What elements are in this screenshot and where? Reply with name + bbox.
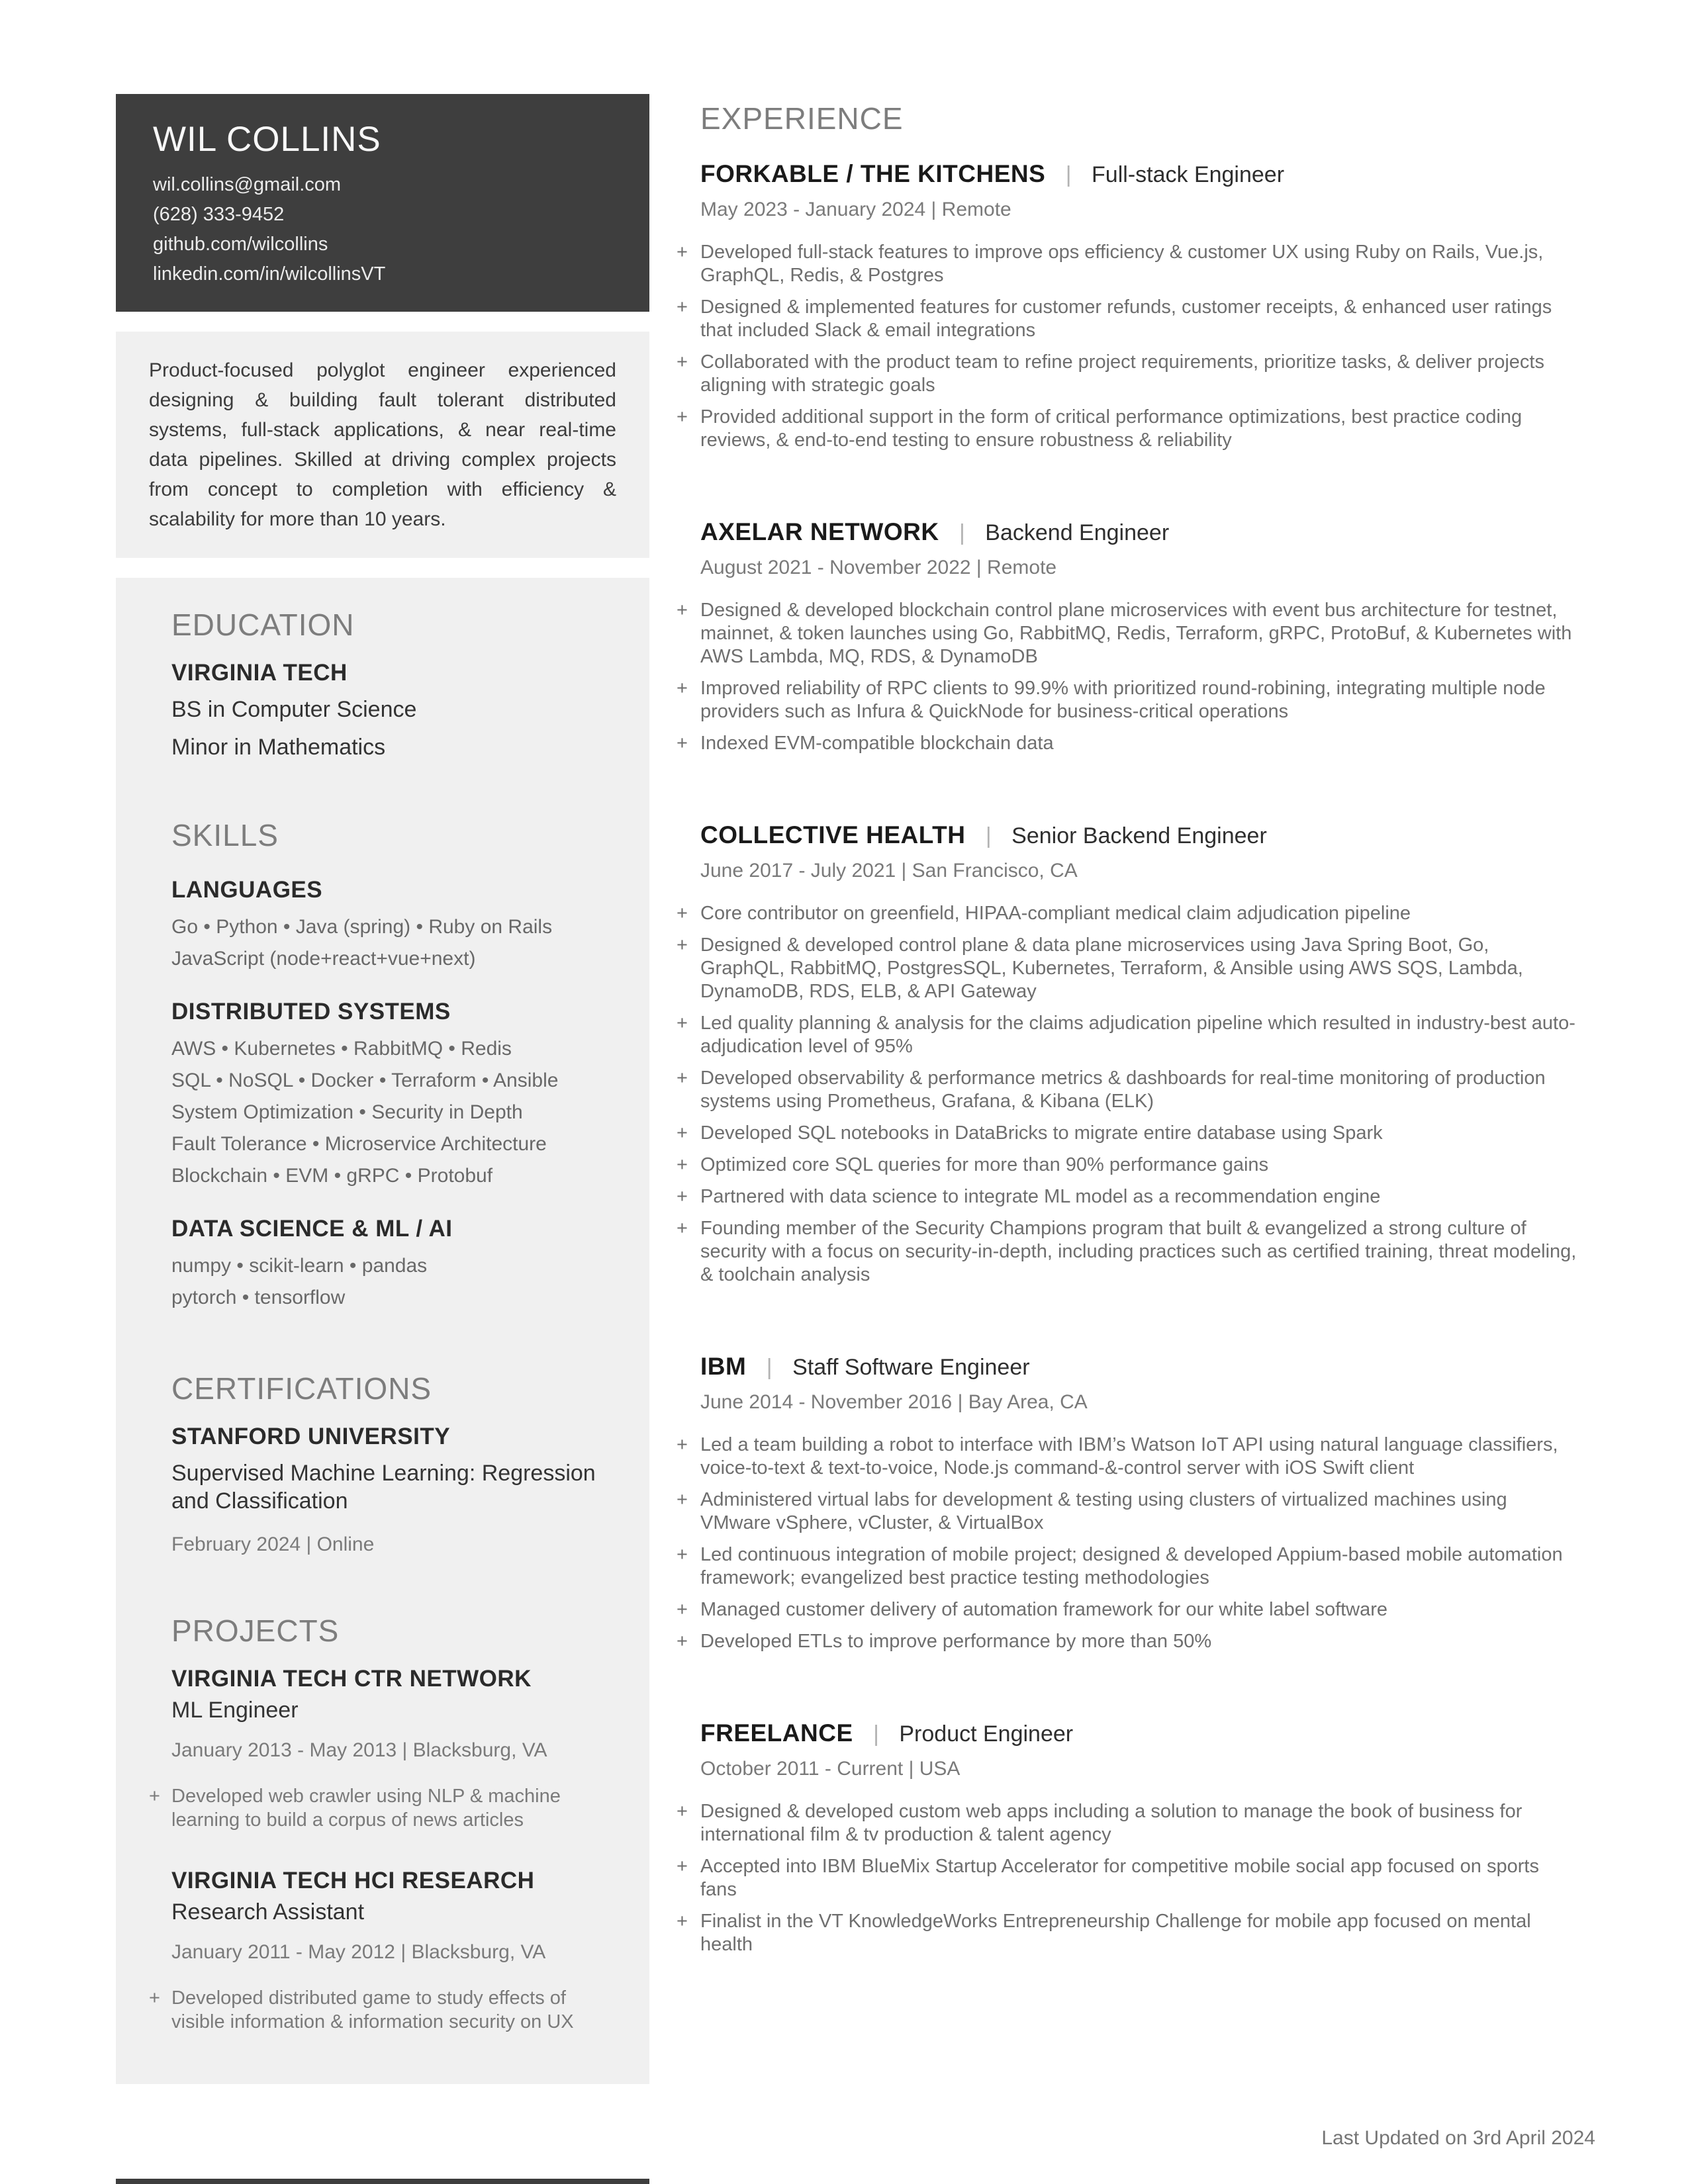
project-meta: January 2013 - May 2013 | Blacksburg, VA [171, 1739, 547, 1761]
job-role: Staff Software Engineer [792, 1355, 1030, 1380]
project-role: ML Engineer [171, 1698, 299, 1723]
bullet-item [677, 296, 1577, 342]
plus-marker: + [149, 1786, 160, 1807]
plus-marker: + [677, 600, 688, 621]
project-bullet-list [149, 1784, 616, 1832]
skill-line: numpy • scikit-learn • pandas [171, 1255, 428, 1277]
bullet-item [149, 1986, 616, 2034]
skill-group-data-science [171, 1216, 616, 1314]
bullet-text: Designed & developed custom web apps including a solution to manage the book of business for international film & tv production & talent agency [700, 1801, 1523, 1845]
contact-linkedin: linkedin.com/in/wilcollinsVT [153, 263, 386, 285]
bullet-item [677, 406, 1577, 452]
job-role: Product Engineer [899, 1721, 1074, 1747]
summary-text: Product-focused polyglot engineer experienced designing & building fault tolerant distributed systems, full-stack applications, & near real-time data pipelines. Skilled at driving complex projects from concept to completion with efficiency & scalability for more than 10 years. [149, 359, 616, 530]
project-org: VIRGINIA TECH HCI RESEARCH [171, 1868, 535, 1893]
summary-section [116, 332, 649, 558]
job-header [700, 160, 1577, 188]
plus-marker: + [677, 351, 688, 373]
bullet-text: Led continuous integration of mobile project; designed & developed Appium-based mobile automation framework; evangelized best practice testing methodologies [700, 1544, 1563, 1588]
skill-line: SQL • NoSQL • Docker • Terraform • Ansible [171, 1069, 559, 1091]
projects-section [149, 1613, 616, 2034]
projects-heading: PROJECTS [171, 1614, 340, 1648]
bullet-item [677, 1217, 1577, 1287]
job-role: Backend Engineer [985, 520, 1170, 545]
job-meta: June 2014 - November 2016 | Bay Area, CA [700, 1391, 1088, 1413]
education-minor: Minor in Mathematics [171, 735, 386, 760]
certifications-section [149, 1371, 616, 1556]
bullet-item [677, 1630, 1577, 1653]
job-freelance [677, 1719, 1577, 1956]
job-meta: May 2023 - January 2024 | Remote [700, 199, 1011, 220]
bullet-list [677, 599, 1577, 755]
bullet-item [677, 677, 1577, 723]
bullet-item [677, 351, 1577, 397]
skill-line: Fault Tolerance • Microservice Architecture [171, 1133, 547, 1155]
bullet-item [677, 1855, 1577, 1901]
plus-marker: + [677, 1122, 688, 1144]
bullet-item [677, 1433, 1577, 1480]
plus-marker: + [149, 1987, 160, 2009]
company-name: COLLECTIVE HEALTH [700, 821, 966, 848]
divider: | [985, 823, 992, 848]
skill-group-title: DATA SCIENCE & ML / AI [171, 1216, 453, 1242]
job-collective-health [677, 821, 1577, 1287]
job-role: Full-stack Engineer [1092, 162, 1285, 187]
bullet-text: Managed customer delivery of automation framework for our white label software [700, 1599, 1388, 1620]
project-meta: January 2011 - May 2012 | Blacksburg, VA [171, 1941, 546, 1963]
education-section [149, 607, 616, 760]
bullet-text: Accepted into IBM BlueMix Startup Accelerator for competitive mobile social app focused on sports fans [700, 1856, 1539, 1900]
job-meta: June 2017 - July 2021 | San Francisco, CA [700, 860, 1078, 882]
bullet-text: Administered virtual labs for development & testing using clusters of virtualized machines using VMware vSphere, vCluster, & VirtualBox [700, 1489, 1507, 1533]
bullet-text: Developed distributed game to study effects of visible information & information security on UX [171, 1987, 574, 2032]
bullet-text: Led quality planning & analysis for the claims adjudication pipeline which resulted in industry-best auto-adjudication level of 95% [700, 1013, 1575, 1057]
skill-line: System Optimization • Security in Depth [171, 1101, 523, 1123]
plus-marker: + [677, 733, 688, 754]
plus-marker: + [677, 1631, 688, 1652]
bullet-item [677, 1800, 1577, 1846]
plus-marker: + [677, 1154, 688, 1175]
bullet-item [677, 1122, 1577, 1145]
plus-marker: + [677, 1856, 688, 1877]
bullet-text: Optimized core SQL queries for more than 90% performance gains [700, 1154, 1269, 1175]
bullet-text: Founding member of the Security Champions program that built & evangelized a strong culture of security with a focus on security-in-depth, including practices such as certified training, threat modeling, & toolchain analysis [700, 1218, 1577, 1285]
plus-marker: + [677, 1911, 688, 1932]
bullet-text: Designed & developed control plane & data plane microservices using Java Spring Boot, Go, GraphQL, RabbitMQ, PostgresSQL, Kubernetes, Terraform, & Ansible using AWS SQS, Lambda, DynamoDB, RDS, ELB, & API Gateway [700, 934, 1523, 1002]
bullet-text: Designed & developed blockchain control plane microservices with event bus architecture for testnet, mainnet, & token launches using Go, RabbitMQ, Redis, Terraform, gRPC, ProtoBuf, & Kubernetes with AWS Lambda, MQ, RDS, & DynamoDB [700, 600, 1572, 667]
company-name: FORKABLE / THE KITCHENS [700, 160, 1046, 187]
certification-course: Supervised Machine Learning: Regression and Classification [171, 1461, 596, 1514]
bullet-item [677, 934, 1577, 1003]
plus-marker: + [677, 1801, 688, 1822]
bullet-text: Developed observability & performance metrics & dashboards for real-time monitoring of production systems using Prometheus, Grafana, & Kibana (ELK) [700, 1068, 1546, 1112]
skill-line: JavaScript (node+react+vue+next) [171, 948, 476, 970]
certifications-heading: CERTIFICATIONS [171, 1371, 432, 1406]
plus-marker: + [677, 678, 688, 699]
skill-group-title: LANGUAGES [171, 877, 323, 903]
skill-line: pytorch • tensorflow [171, 1287, 346, 1308]
footer-note: Last Updated on 3rd April 2024 [1321, 2127, 1595, 2149]
skills-section [149, 817, 616, 1314]
person-name: WIL COLLINS [153, 120, 381, 159]
plus-marker: + [677, 242, 688, 263]
bullet-item [677, 1910, 1577, 1956]
plus-marker: + [677, 1218, 688, 1239]
bullet-item [677, 1154, 1577, 1177]
divider: | [873, 1721, 879, 1747]
education-degree: BS in Computer Science [171, 697, 417, 722]
bullet-item [677, 732, 1577, 755]
bullet-list [677, 1433, 1577, 1653]
contact-github: github.com/wilcollins [153, 234, 328, 255]
bullet-list [677, 241, 1577, 452]
bullet-item [677, 1598, 1577, 1621]
plus-marker: + [677, 1186, 688, 1207]
experience-column [677, 101, 1577, 1965]
job-meta: October 2011 - Current | USA [700, 1758, 961, 1780]
contact-list [153, 170, 612, 289]
bullet-text: Improved reliability of RPC clients to 99.9% with prioritized round-robining, integrating multiple node providers such as Infura & QuickNode for business-critical operations [700, 678, 1546, 722]
skill-group-distributed-systems [171, 999, 616, 1192]
plus-marker: + [677, 1434, 688, 1455]
bullet-item [677, 599, 1577, 668]
job-axelar [677, 518, 1577, 755]
project-bullet-list [149, 1986, 616, 2034]
left-column [116, 94, 649, 2084]
job-header [700, 1719, 1577, 1747]
bullet-item [677, 1012, 1577, 1058]
bullet-text: Finalist in the VT KnowledgeWorks Entrepreneurship Challenge for mobile app focused on mental health [700, 1911, 1531, 1955]
divider: | [766, 1355, 773, 1380]
plus-marker: + [677, 934, 688, 956]
contact-phone: (628) 333-9452 [153, 204, 285, 225]
experience-heading: EXPERIENCE [700, 101, 904, 136]
plus-marker: + [677, 296, 688, 318]
bullet-text: Developed web crawler using NLP & machine learning to build a corpus of news articles [171, 1786, 561, 1831]
bullet-item [677, 1067, 1577, 1113]
company-name: FREELANCE [700, 1719, 853, 1747]
contact-email: wil.collins@gmail.com [153, 174, 342, 195]
plus-marker: + [677, 903, 688, 924]
certification-org: STANFORD UNIVERSITY [171, 1424, 451, 1449]
footer-bar [116, 2179, 649, 2184]
project-role: Research Assistant [171, 1899, 365, 1925]
plus-marker: + [677, 1599, 688, 1620]
bullet-text: Designed & implemented features for customer refunds, customer receipts, & enhanced user ratings that included Slack & email integrations [700, 296, 1552, 341]
plus-marker: + [677, 1013, 688, 1034]
bullet-text: Developed full-stack features to improve ops efficiency & customer UX using Ruby on Rails, Vue.js, GraphQL, Redis, & Postgres [700, 242, 1544, 286]
skill-group-title: DISTRIBUTED SYSTEMS [171, 999, 451, 1024]
certification-meta: February 2024 | Online [171, 1533, 375, 1555]
bullet-item [677, 241, 1577, 287]
project-ctr-network [149, 1666, 616, 1832]
divider: | [1065, 162, 1072, 187]
bullet-item [677, 1543, 1577, 1590]
header [116, 94, 649, 312]
job-forkable [677, 160, 1577, 452]
bullet-text: Partnered with data science to integrate ML model as a recommendation engine [700, 1186, 1381, 1207]
skill-line: Blockchain • EVM • gRPC • Protobuf [171, 1165, 493, 1187]
job-header [700, 518, 1577, 546]
education-school: VIRGINIA TECH [171, 660, 348, 686]
bullet-item [677, 1185, 1577, 1208]
company-name: AXELAR NETWORK [700, 518, 939, 545]
skill-line: Go • Python • Java (spring) • Ruby on Rails [171, 916, 553, 938]
project-org: VIRGINIA TECH CTR NETWORK [171, 1666, 532, 1692]
plus-marker: + [677, 1544, 688, 1565]
bullet-text: Indexed EVM-compatible blockchain data [700, 733, 1054, 754]
job-role: Senior Backend Engineer [1011, 823, 1267, 848]
job-header [700, 1353, 1577, 1381]
job-ibm [677, 1353, 1577, 1653]
divider: | [959, 520, 965, 545]
project-hci-research [149, 1868, 616, 2034]
plus-marker: + [677, 1068, 688, 1089]
bullet-text: Collaborated with the product team to refine project requirements, prioritize tasks, & deliver projects aligning with strategic goals [700, 351, 1544, 396]
job-meta: August 2021 - November 2022 | Remote [700, 557, 1057, 578]
bullet-list [677, 1800, 1577, 1956]
bullet-text: Led a team building a robot to interface with IBM’s Watson IoT API using natural language classifiers, voice-to-text & text-to-voice, Node.js command-&-control server with iOS Swift client [700, 1434, 1558, 1479]
bullet-text: Core contributor on greenfield, HIPAA-compliant medical claim adjudication pipeline [700, 903, 1411, 924]
skills-heading: SKILLS [171, 818, 279, 852]
skill-group-languages [171, 877, 616, 975]
bullet-text: Developed ETLs to improve performance by more than 50% [700, 1631, 1212, 1652]
job-header [700, 821, 1577, 849]
skill-line: AWS • Kubernetes • RabbitMQ • Redis [171, 1038, 512, 1060]
bullet-item [677, 1488, 1577, 1535]
sidebar [116, 578, 649, 2084]
bullet-text: Provided additional support in the form of critical performance optimizations, best practice coding reviews, & end-to-end testing to ensure robustness & reliability [700, 406, 1523, 451]
company-name: IBM [700, 1353, 747, 1380]
bullet-item [677, 902, 1577, 925]
education-heading: EDUCATION [171, 608, 355, 642]
plus-marker: + [677, 1489, 688, 1510]
bullet-list [677, 902, 1577, 1287]
bullet-item [149, 1784, 616, 1832]
bullet-text: Developed SQL notebooks in DataBricks to migrate entire database using Spark [700, 1122, 1383, 1144]
plus-marker: + [677, 406, 688, 428]
